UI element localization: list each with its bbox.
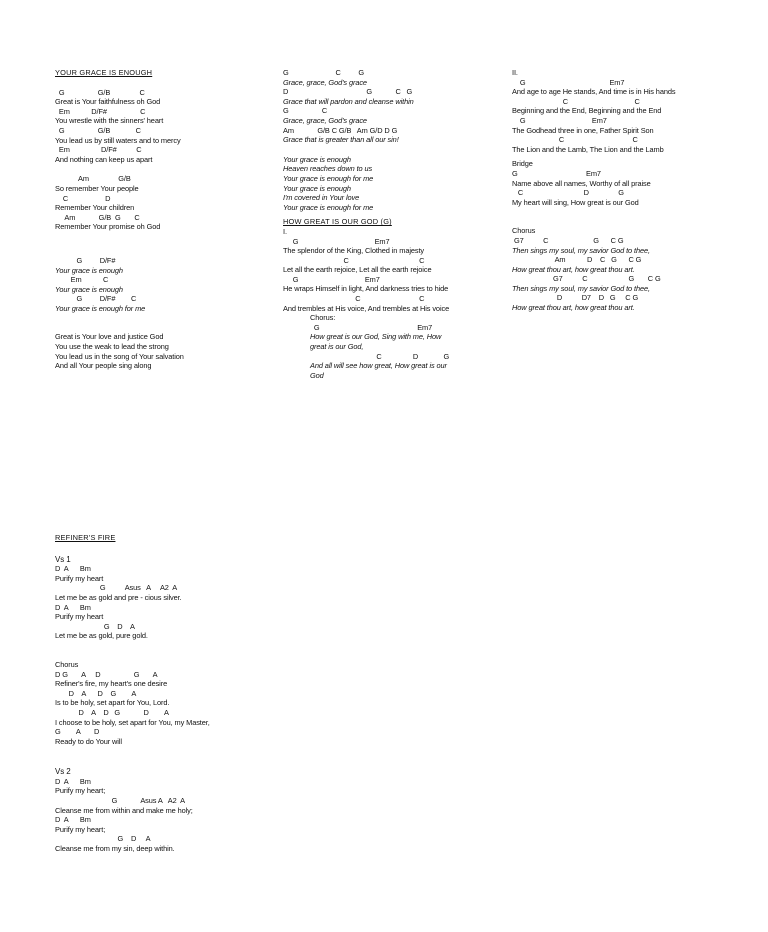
lyric-line: The Godhead three in one, Father Spirit Son: [512, 125, 654, 135]
song-title-refiners-fire: REFINER'S FIRE: [55, 533, 116, 542]
lyric-line: Beginning and the End, Beginning and the End: [512, 106, 662, 116]
lyric-line: And trembles at His voice, And trembles at His voice: [283, 303, 450, 313]
section-label-chorus: Chorus: [55, 659, 79, 669]
lyric-line: Remember Your children: [55, 203, 135, 213]
chord-line: Am G/B: [55, 174, 131, 184]
chorus-block: [283, 313, 498, 380]
chorus-block: [55, 670, 285, 747]
section-label-verse-2: Vs 2: [55, 767, 71, 777]
chord-line: G Em7: [512, 168, 601, 178]
chord-line: C C: [512, 135, 638, 145]
chord-line: D A Bm: [55, 776, 91, 786]
section-label-bridge: Bridge: [512, 159, 533, 169]
chord-line: G C G: [283, 68, 364, 77]
lyric-line: And nothing can keep us apart: [55, 154, 153, 164]
lyric-line: Purify my heart: [55, 573, 104, 583]
chord-line: C C: [283, 294, 425, 304]
verse-block: [55, 564, 285, 641]
section-number: I.: [283, 226, 287, 236]
chord-line: C D G: [512, 188, 624, 198]
lyric-line: Great is Your love and justice God: [55, 332, 164, 342]
lyric-line: Grace, grace, God's grace: [283, 77, 367, 87]
chord-line: G7 C G C G: [512, 274, 661, 284]
lyric-line: Is to be holy, set apart for You, Lord.: [55, 698, 170, 708]
lyric-line: Purify my heart;: [55, 824, 106, 834]
lyric-line: Your grace is enough for me: [283, 202, 374, 212]
lyric-line: Then sings my soul, my savior God to thee,: [512, 283, 650, 293]
lyric-line: And all Your people sing along: [55, 361, 152, 371]
column-refiners-fire: [55, 533, 285, 854]
lyric-line: He wraps Himself in light, And darkness tries to hide: [283, 284, 449, 294]
lyric-line: The splendor of the King, Clothed in majesty: [283, 246, 425, 256]
lyric-line: Your grace is enough for me: [283, 173, 374, 183]
verse-block: [55, 88, 270, 165]
verse-block: [283, 237, 498, 314]
chord-line: D A Bm: [55, 815, 91, 825]
lyric-line: I choose to be holy, set apart for You, my Master,: [55, 717, 210, 727]
lyric-line: God: [310, 370, 324, 380]
lyric-line: Your grace is enough for me: [55, 303, 146, 313]
chord-line: D A Bm: [55, 564, 91, 574]
chord-line: G D/F# C: [55, 294, 137, 304]
chord-line: C D G: [310, 351, 450, 361]
verse-block: [512, 78, 727, 155]
chord-line: D D7 D G C G: [512, 293, 639, 303]
chord-line: Am G/B C G/B Am G/D D G: [283, 125, 398, 135]
chord-line: C C: [512, 96, 640, 106]
chord-line: G Em7: [310, 322, 433, 332]
song-title-your-grace-is-enough: YOUR GRACE IS ENOUGH: [55, 68, 153, 77]
chord-line: C D: [55, 193, 111, 203]
lyric-line: You lead us in the song of Your salvation: [55, 351, 184, 361]
chord-line: G D/F#: [55, 255, 116, 265]
lyric-line: Cleanse me from within and make me holy;: [55, 805, 193, 815]
lyric-line: The Lion and the Lamb, The Lion and the Lamb: [512, 144, 664, 154]
lyric-line: Refiner's fire, my heart's one desire: [55, 679, 168, 689]
lyric-line: You lead us by still waters and to mercy: [55, 135, 181, 145]
lyric-line: Your grace is enough: [55, 284, 123, 294]
column-your-grace-is-enough: [55, 68, 270, 371]
song-title-how-great-is-our-god: HOW GREAT IS OUR GOD (G): [283, 217, 392, 227]
lyric-line: Grace that is greater than all our sin!: [283, 135, 399, 145]
lyric-line: Your grace is enough: [283, 183, 351, 193]
refrain-block: [283, 155, 498, 213]
chord-line: D A D G D A: [55, 707, 169, 717]
section-number: II.: [512, 68, 518, 77]
chord-line: G7 C G C G: [512, 235, 624, 245]
lyric-line: Let me be as gold and pre - cious silver.: [55, 592, 182, 602]
chord-line: G C: [283, 106, 328, 116]
verse-block: [55, 777, 285, 854]
lyric-line: I'm covered in Your love: [283, 193, 360, 203]
section-label-chorus: Chorus:: [310, 313, 336, 323]
lyric-line: How great is our God, Sing with me, How: [310, 332, 442, 342]
lyric-line: How great thou art, how great thou art.: [512, 303, 635, 313]
chord-line: G Em7: [512, 77, 625, 87]
chord-line: G A D: [55, 727, 100, 737]
chord-line: D G A D G A: [55, 669, 158, 679]
chord-line: D A Bm: [55, 602, 91, 612]
chord-line: G Asus A A2 A: [55, 796, 185, 806]
chord-line: G G/B C: [55, 125, 141, 135]
chord-line: D G C G: [283, 87, 413, 97]
chord-line: G D A: [55, 621, 135, 631]
chord-line: G D A: [55, 834, 151, 844]
lyric-line: And all will see how great, How great is our: [310, 361, 447, 371]
lyric-line: Name above all names, Worthy of all praise: [512, 178, 651, 188]
chord-line: G Em7: [283, 236, 390, 246]
lyric-line: You use the weak to lead the strong: [55, 342, 169, 352]
lyric-line: Let me be as gold, pure gold.: [55, 631, 148, 641]
chord-line: Em D/F# C: [55, 106, 146, 116]
chord-line: Am G/B G C: [55, 212, 140, 222]
section-label-chorus: Chorus: [512, 226, 536, 236]
column-how-great-continued: [512, 68, 727, 313]
refrain-block: [55, 256, 270, 314]
lyric-line: Grace, grace, God's grace: [283, 115, 367, 125]
lyric-line: You wrestle with the sinners' heart: [55, 116, 164, 126]
bridge-block: [512, 159, 727, 207]
chord-line: Em D/F# C: [55, 145, 142, 155]
chord-line: Em C: [55, 275, 109, 285]
column-grace-and-how-great: [283, 68, 498, 380]
lyric-line: So remember Your people: [55, 183, 139, 193]
section-label-verse-1: Vs 1: [55, 554, 71, 564]
chord-line: G G/B C: [55, 87, 145, 97]
verse-block: [55, 332, 270, 370]
lyric-line: And age to age He stands, And time is in His hands: [512, 87, 676, 97]
lyric-line: Remember Your promise oh God: [55, 222, 161, 232]
chord-line: G Em7: [283, 274, 380, 284]
chorus-block: [512, 226, 727, 312]
lyric-line: Let all the earth rejoice, Let all the earth rejoice: [283, 265, 432, 275]
lyric-line: Then sings my soul, my savior God to thee,: [512, 245, 650, 255]
lyric-line: Purify my heart;: [55, 786, 106, 796]
lyric-line: How great thou art, how great thou art.: [512, 264, 635, 274]
lyric-line: Great is Your faithfulness oh God: [55, 97, 161, 107]
lyric-line: Your grace is enough: [283, 154, 351, 164]
lyric-line: Your grace is enough: [55, 265, 123, 275]
chord-line: G Asus A A2 A: [55, 583, 178, 593]
lyric-line: Cleanse me from my sin, deep within.: [55, 844, 175, 854]
chord-line: C C: [283, 255, 425, 265]
lyric-line: great is our God,: [310, 342, 364, 352]
lyric-line: Grace that will pardon and cleanse within: [283, 96, 414, 106]
lyric-line: Ready to do Your will: [55, 736, 122, 746]
verse-block: [283, 68, 498, 145]
verse-block: [55, 174, 270, 232]
chord-line: D A D G A: [55, 688, 137, 698]
lyric-line: My heart will sing, How great is our God: [512, 197, 639, 207]
chord-line: Am D C G C G: [512, 255, 642, 265]
lyric-line: Purify my heart: [55, 612, 104, 622]
lyric-line: Heaven reaches down to us: [283, 164, 373, 174]
chord-line: G Em7: [512, 115, 607, 125]
